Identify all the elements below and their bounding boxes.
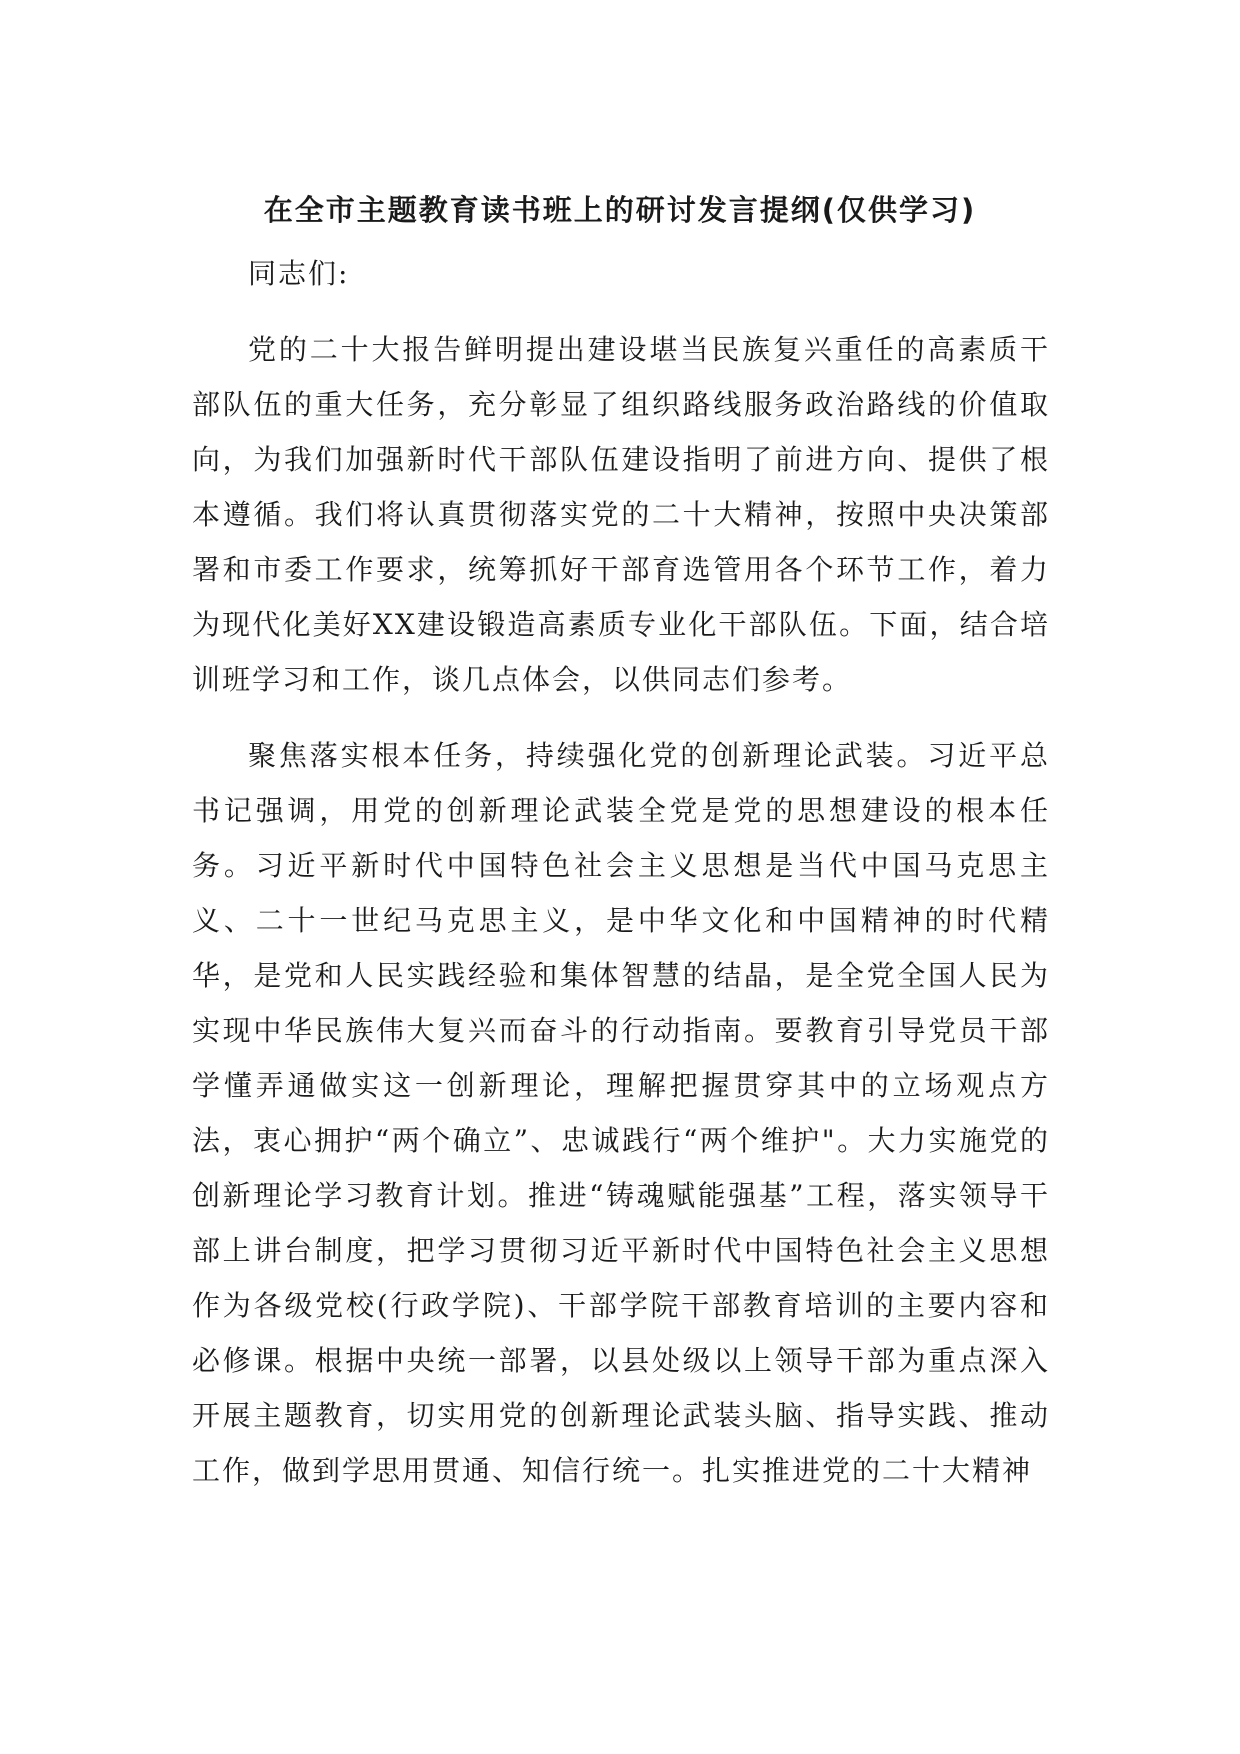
paragraph-theory-armament: 聚焦落实根本任务，持续强化党的创新理论武装。习近平总书记强调，用党的创新理论武装全党是党的思想建设的根本任务。习近平新时代中国特色社会主义思想是当代中国马克思主义、二十一世纪马克思主义，是中华文化和中国精神的时代精华，是党和人民实践经验和集体智慧的结晶，是全党全国人民为实现中华民族伟大复兴而奋斗的行动指南。要教育引导党员干部学懂弄通做实这一创新理论，理解把握贯穿其中的立场观点方法，衷心拥护“两个确立”、忠诚践行“两个维护"。大力实施党的创新理论学习教育计划。推进“铸魂赋能强基”工程，落实领导干部上讲台制度，把学习贯彻习近平新时代中国特色社会主义思想作为各级党校(行政学院)、干部学院干部教育培训的主要内容和必修课。根据中央统一部署，以县处级以上领导干部为重点深入开展主题教育，切实用党的创新理论武装头脑、指导实践、推动工作，做到学思用贯通、知信行统一。扎实推进党的二十大精神 xyxy=(192,739,1050,1487)
paragraph-intro: 党的二十大报告鲜明提出建设堪当民族复兴重任的高素质干部队伍的重大任务，充分彰显了组织路线服务政治路线的价值取向，为我们加强新时代干部队伍建设指明了前进方向、提供了根本遵循。我们将认真贯彻落实党的二十大精神，按照中央决策部署和市委工作要求，统筹抓好干部育选管用各个环节工作，着力为现代化美好XX建设锻造高素质专业化干部队伍。下面，结合培训班学习和工作，谈几点体会，以供同志们参考。 xyxy=(192,333,1050,696)
document-title: 在全市主题教育读书班上的研讨发言提纲(仅供学习) xyxy=(263,193,977,227)
document-body xyxy=(192,246,1050,1498)
salutation: 同志们: xyxy=(248,257,350,290)
